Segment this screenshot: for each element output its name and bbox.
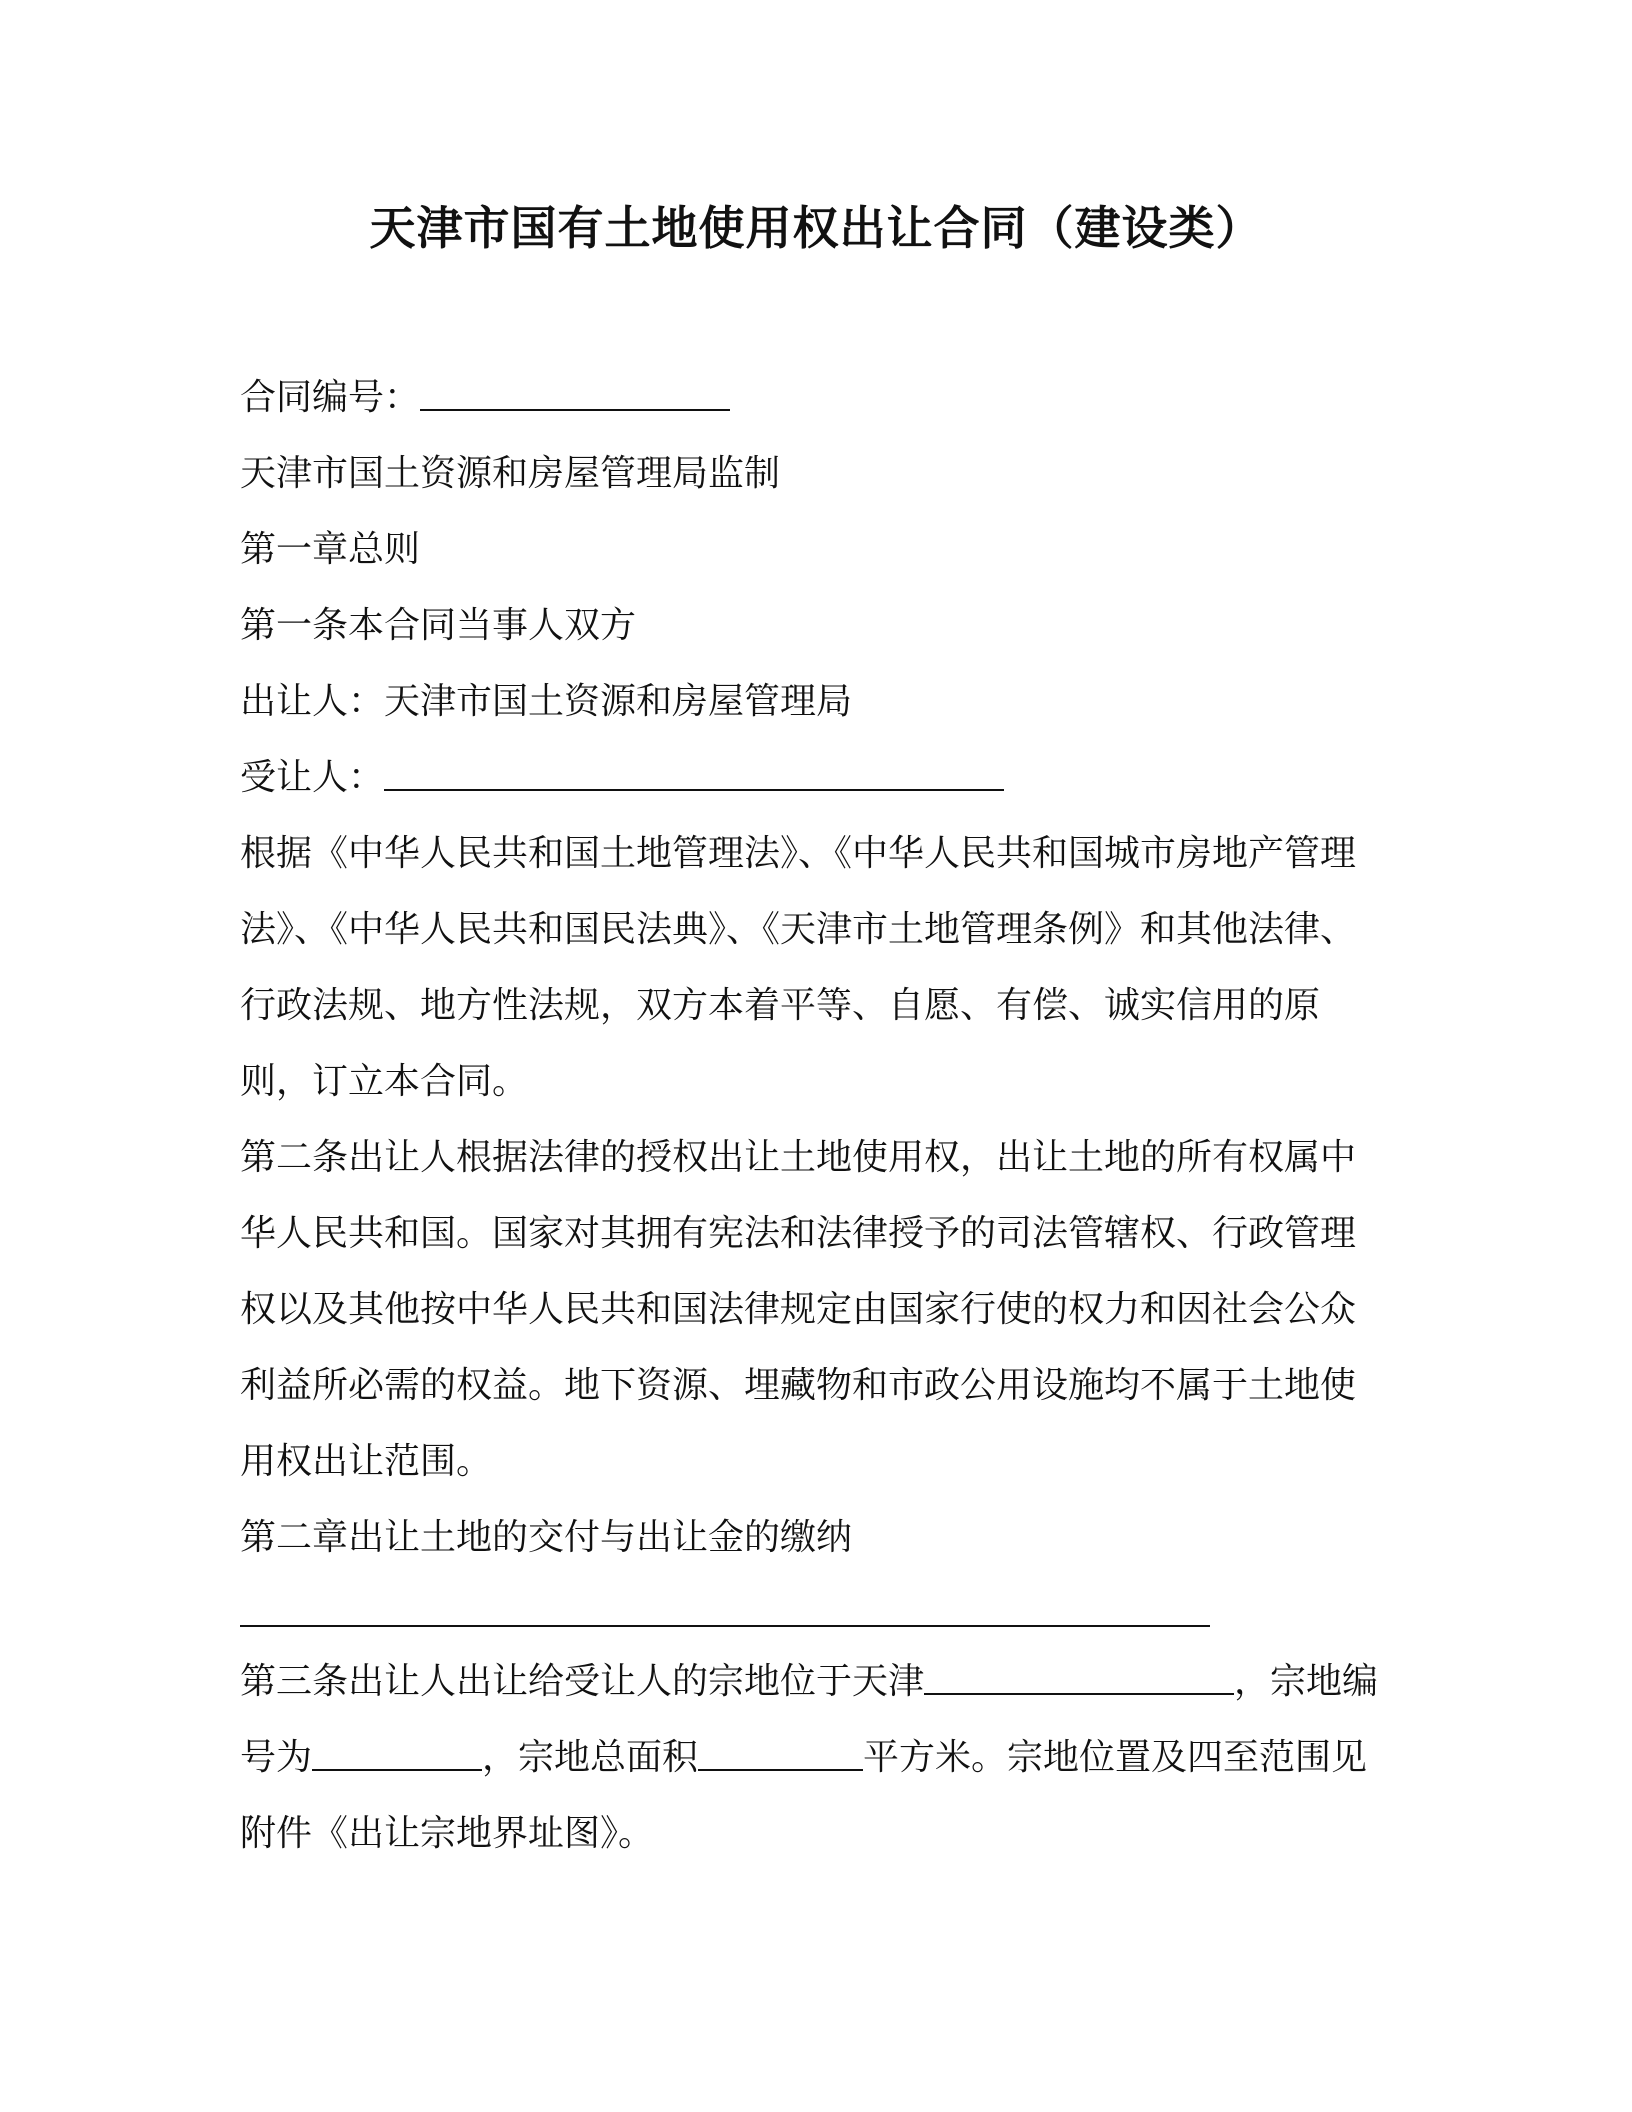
- grantee-line: [240, 740, 1390, 816]
- supervisor-line: 天津市国土资源和房屋管理局监制: [240, 453, 781, 494]
- contract-number-blank[interactable]: [420, 379, 730, 411]
- article-3-paragraph: [240, 1644, 1390, 1872]
- article-1-heading: 第一条本合同当事人双方: [240, 605, 637, 646]
- article-3-text-4: 平方米。宗地位置及四至范围见附件《出让宗地界址图》。: [240, 1737, 1368, 1854]
- document-body: [240, 360, 1390, 1872]
- grantee-label: 受让人：: [240, 757, 385, 798]
- contract-number-label: 合同编号：: [240, 377, 421, 418]
- article-3-text-1: 第三条出让人出让给受让人的宗地位于天津: [240, 1661, 925, 1702]
- article-3-text-3: ，宗地总面积: [482, 1737, 699, 1778]
- location-blank[interactable]: [924, 1663, 1234, 1695]
- separator-gap: [240, 1576, 1390, 1624]
- grantor-line: 出让人：天津市国土资源和房屋管理局: [240, 681, 853, 722]
- grantee-blank[interactable]: [384, 759, 1004, 791]
- area-blank[interactable]: [698, 1739, 863, 1771]
- chapter-1-heading: 第一章总则: [240, 529, 421, 570]
- contract-number-line: [240, 360, 1390, 436]
- article-3-text-2: ，宗地编号为: [240, 1661, 1379, 1778]
- separator-rule: [240, 1595, 1210, 1627]
- article-2-paragraph: 第二条出让人根据法律的授权出让土地使用权，出让土地的所有权属中华人民共和国。国家对其拥有宪法和法律授予的司法管辖权、行政管理权以及其他按中华人民共和国法律规定由国家行使的权力和因社会公众利益所必需的权益。地下资源、埋藏物和市政公用设施均不属于土地使用权出让范围。: [240, 1137, 1357, 1482]
- document-title: 天津市国有土地使用权出让合同（建设类）: [369, 201, 1263, 255]
- basis-paragraph: 根据《中华人民共和国土地管理法》、《中华人民共和国城市房地产管理法》、《中华人民共和国民法典》、《天津市土地管理条例》和其他法律、行政法规、地方性法规，双方本着平等、自愿、有偿、诚实信用的原则，订立本合同。: [240, 833, 1357, 1102]
- chapter-2-heading: 第二章出让土地的交付与出让金的缴纳: [240, 1517, 853, 1558]
- parcel-number-blank[interactable]: [312, 1739, 482, 1771]
